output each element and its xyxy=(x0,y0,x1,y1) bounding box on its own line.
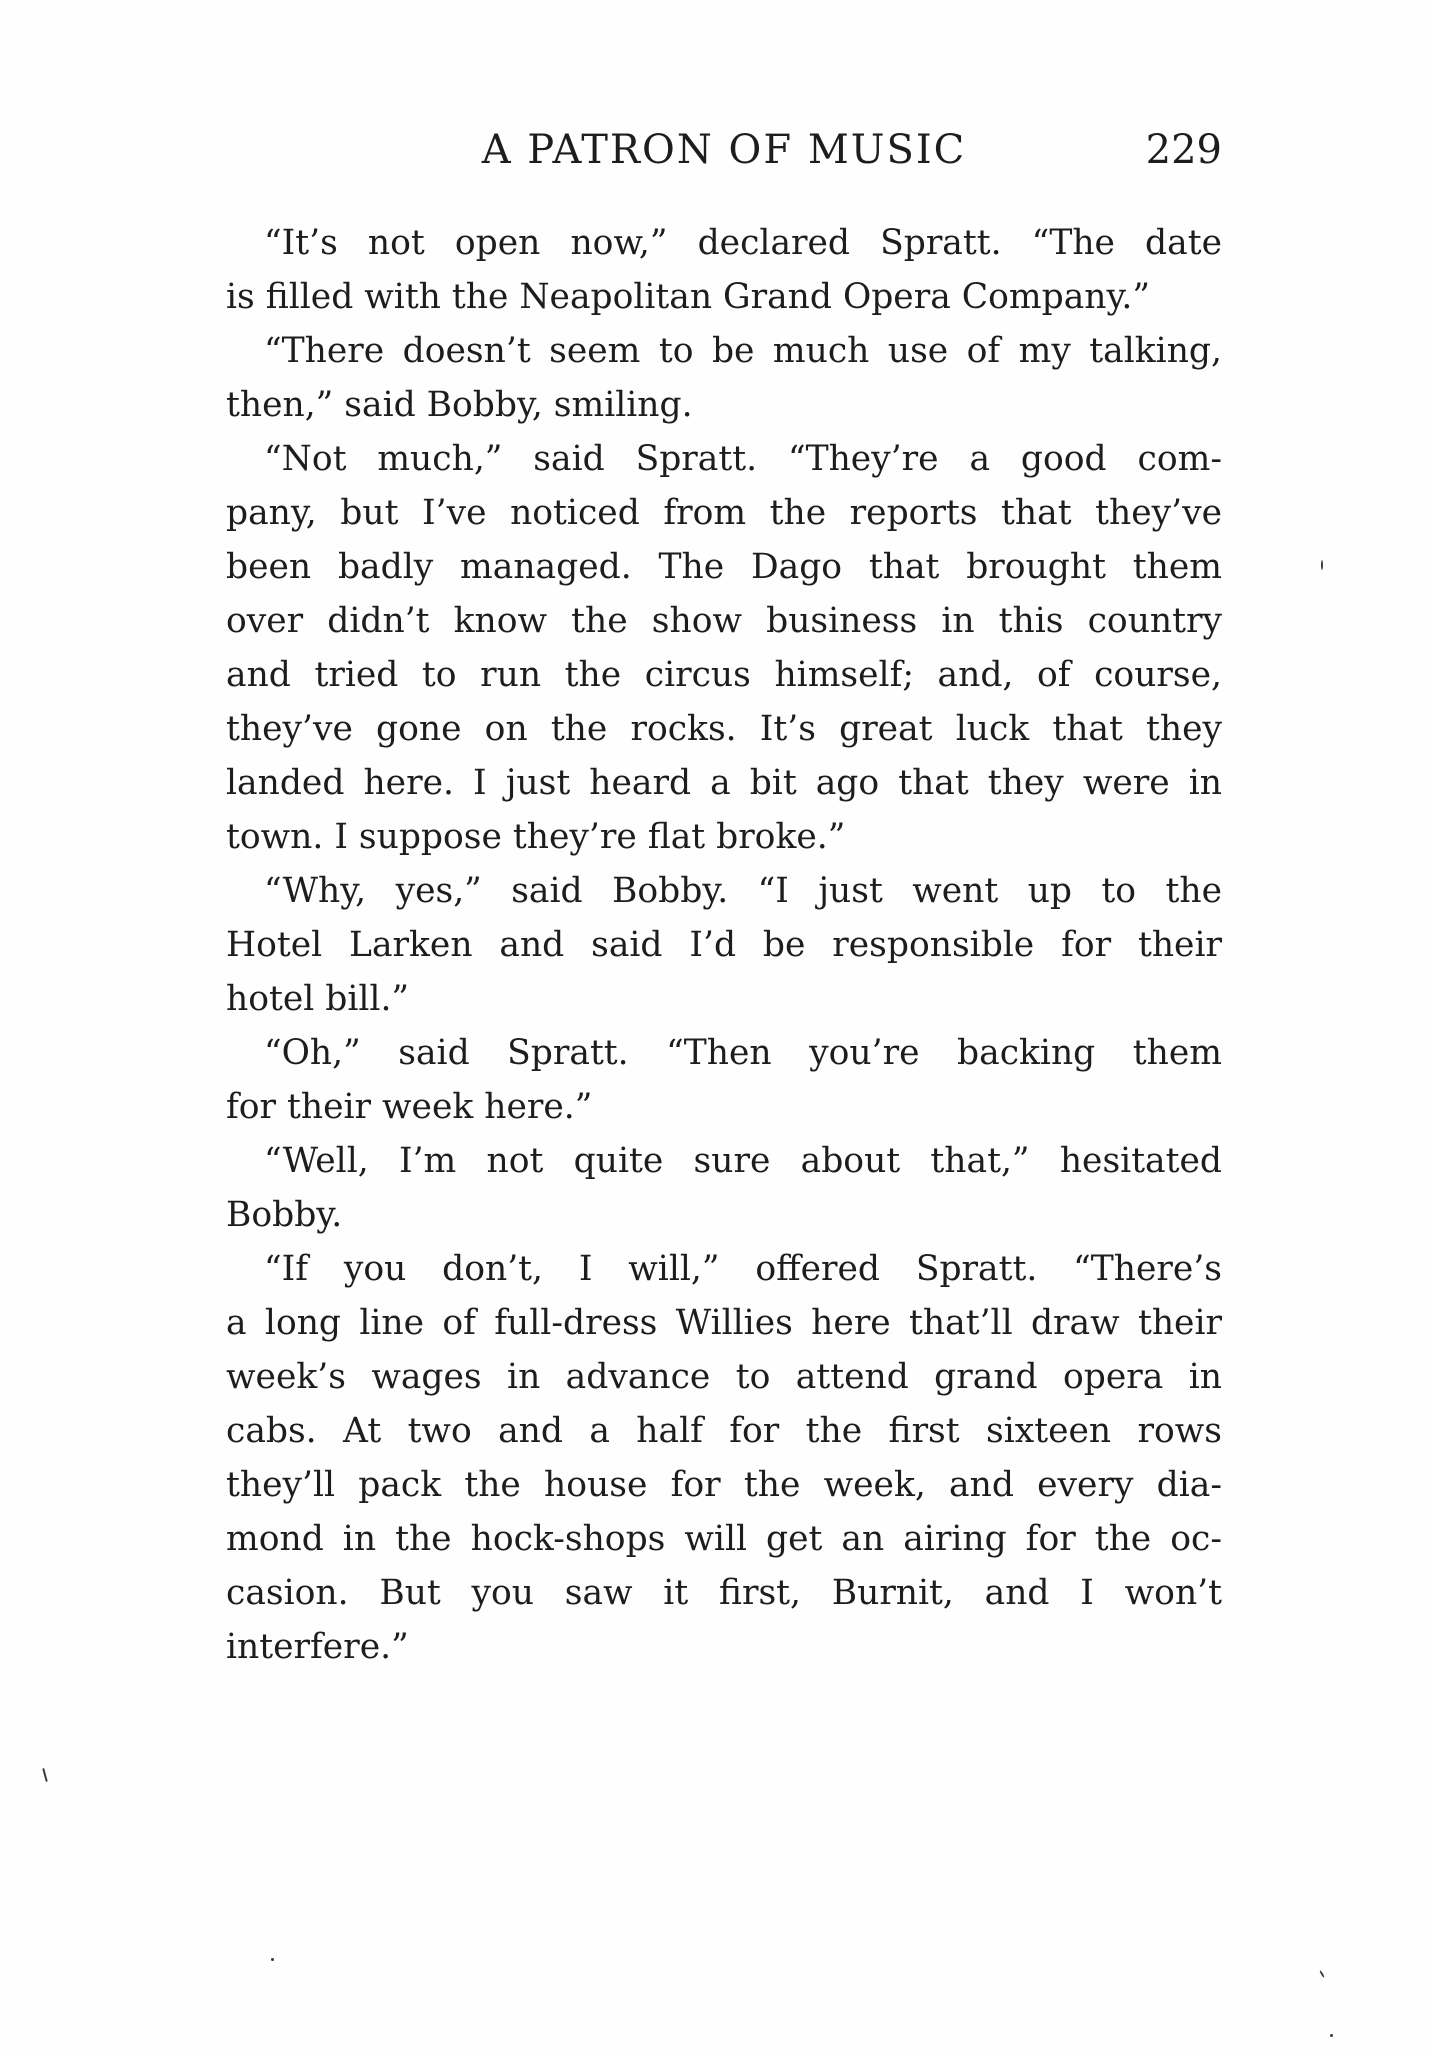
text-line: Bobby. xyxy=(226,1195,343,1235)
paragraph-first-line: “There doesn’t seem to be much use of my talking, xyxy=(264,331,1222,371)
scan-speck xyxy=(42,1768,48,1782)
page-header xyxy=(226,120,1222,180)
paragraph-first-line: “Not much,” said Spratt. “They’re a good com- xyxy=(264,439,1222,479)
text-line: over didn’t know the show business in this country xyxy=(226,601,1222,641)
text-line: and tried to run the circus himself; and, of course, xyxy=(226,655,1222,695)
paragraph-first-line: “Why, yes,” said Bobby. “I just went up to the xyxy=(264,871,1222,911)
scan-speck xyxy=(1330,2034,1333,2037)
paragraph-first-line: “It’s not open now,” declared Spratt. “The date xyxy=(264,223,1222,263)
text-line: week’s wages in advance to attend grand opera in xyxy=(226,1357,1222,1397)
text-line: Hotel Larken and said I’d be responsible for their xyxy=(226,925,1222,965)
text-line: then,” said Bobby, smiling. xyxy=(226,385,693,425)
body-text xyxy=(226,216,1222,1674)
text-line: a long line of full-dress Willies here that’ll draw their xyxy=(226,1303,1222,1343)
text-line: interfere.” xyxy=(226,1627,409,1667)
text-line: hotel bill.” xyxy=(226,979,410,1019)
scan-speck xyxy=(1319,1970,1325,1978)
text-line: cabs. At two and a half for the first sixteen rows xyxy=(226,1411,1222,1451)
paragraph-first-line: “Oh,” said Spratt. “Then you’re backing them xyxy=(264,1033,1222,1073)
scan-speck xyxy=(271,1958,274,1961)
page-number: 229 xyxy=(1145,127,1222,173)
running-title: A PATRON OF MUSIC xyxy=(481,127,967,173)
text-line: they’ll pack the house for the week, and every dia- xyxy=(226,1465,1222,1505)
text-line: landed here. I just heard a bit ago that they were in xyxy=(226,763,1222,803)
text-line: is filled with the Neapolitan Grand Opera Company.” xyxy=(226,277,1151,317)
text-line: pany, but I’ve noticed from the reports that they’ve xyxy=(226,493,1222,533)
text-line: for their week here.” xyxy=(226,1087,593,1127)
text-line: town. I suppose they’re flat broke.” xyxy=(226,817,846,857)
text-line: been badly managed. The Dago that brought them xyxy=(226,547,1222,587)
text-line: casion. But you saw it first, Burnit, and I won’t xyxy=(226,1573,1222,1613)
paragraph-first-line: “Well, I’m not quite sure about that,” hesitated xyxy=(264,1141,1222,1181)
paragraph-first-line: “If you don’t, I will,” offered Spratt. “There’s xyxy=(264,1249,1222,1289)
text-line: they’ve gone on the rocks. It’s great luck that they xyxy=(226,709,1222,749)
scan-speck xyxy=(1321,560,1323,570)
text-line: mond in the hock-shops will get an airing for the oc- xyxy=(226,1519,1222,1559)
